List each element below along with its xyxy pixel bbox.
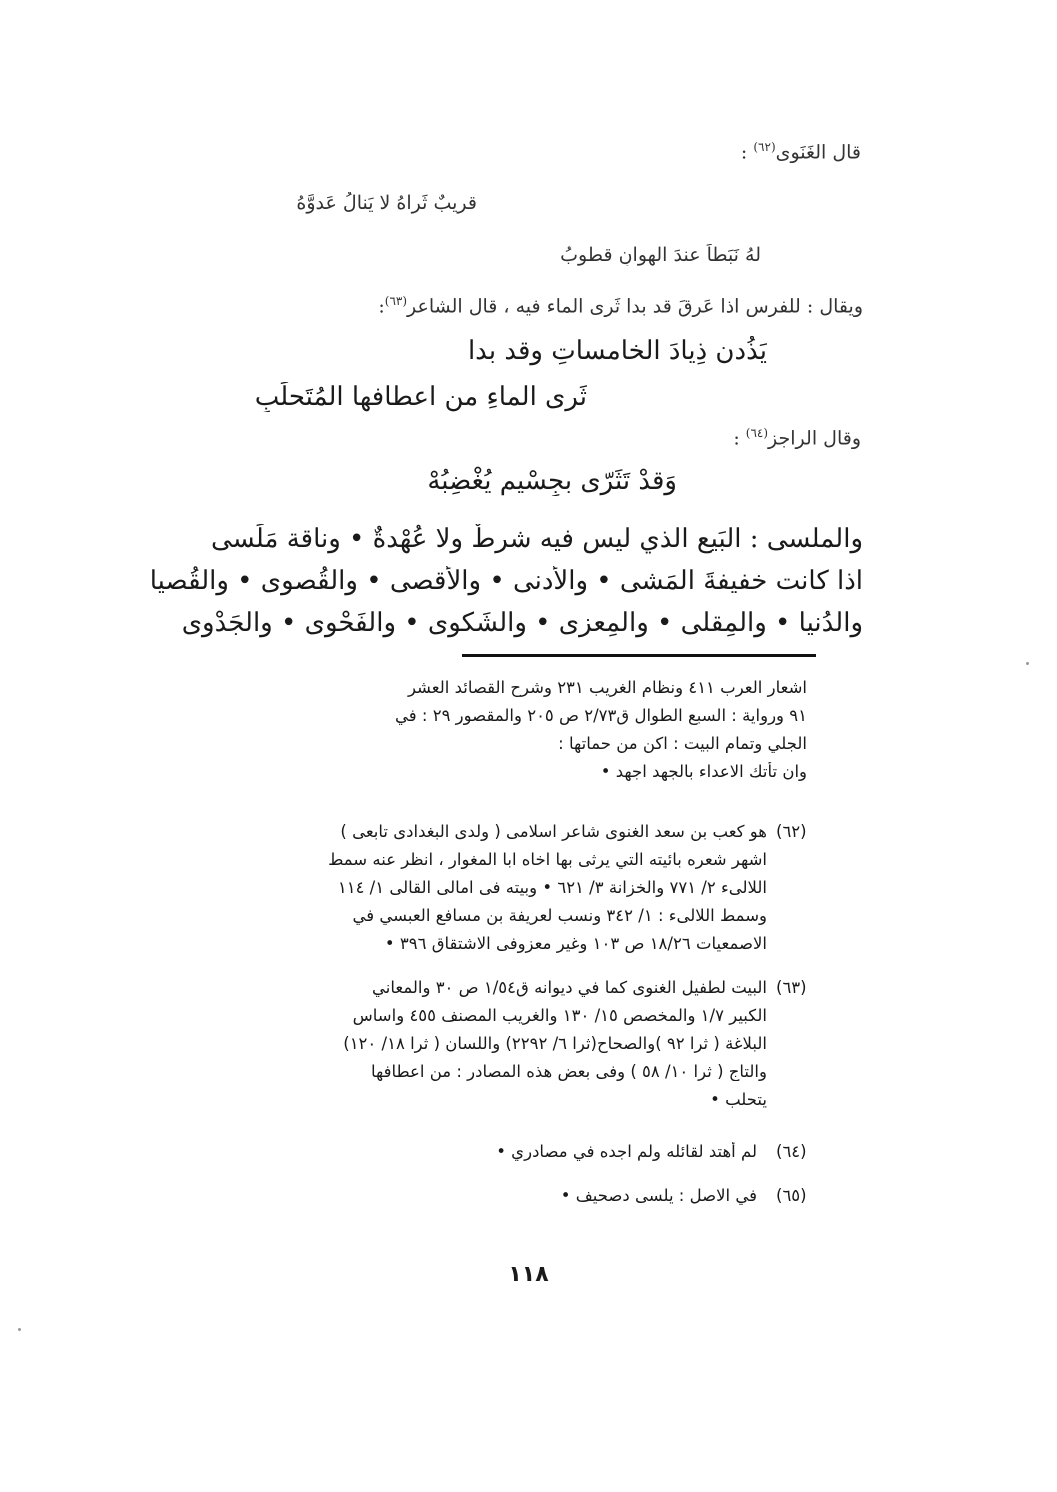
footnote-text: وسمط اللالىء : ١/ ٣٤٢ ونسب لعريفة بن مسافع العبسي في	[352, 906, 767, 925]
footnote-62-line	[157, 906, 767, 925]
footnote-separator	[462, 654, 816, 657]
footnote-text: لم أهتد لقائله ولم اجده في مصادري •	[496, 1142, 757, 1161]
colon: :	[378, 295, 385, 318]
footnote-text: البلاغة ( ثرا ٩٢ )والصحاح(ثرا ٦/ ٢٢٩٢) واللسان ( ثرا ١٨/ ١٢٠)	[343, 1034, 767, 1053]
footnote-ref: (٦٤)	[745, 426, 769, 440]
footnote-ref: (٦٣)	[384, 294, 408, 308]
page-number: ١١٨	[508, 1262, 549, 1287]
footnote-text: يتحلب •	[710, 1090, 767, 1109]
footnote-64-line	[297, 1142, 757, 1161]
footnote-63-line	[157, 978, 767, 997]
footnote-continued-line	[207, 678, 807, 697]
footnote-text: والتاج ( ثرا ١٠/ ٥٨ ) وفى بعض هذه المصادر : من اعطافها	[370, 1062, 767, 1081]
verse-line-5	[257, 466, 677, 496]
paragraph-text: والدُنيا • والمِقلى • والمِعزى • والشَكوى • والفَحْوى • والجَدْوى	[181, 608, 863, 638]
verse-text: وَقدْ تَثَرّى بجِسْيمٍ يُغْضِبُهْ	[427, 466, 677, 496]
colon: :	[733, 427, 740, 450]
footnote-63-line	[157, 1034, 767, 1053]
scan-speck	[1026, 662, 1029, 665]
footnote-63-line	[157, 1006, 767, 1025]
intro-text: وقال الراجز	[768, 427, 861, 450]
verse-line-3	[147, 336, 767, 366]
footnote-63-line	[157, 1062, 767, 1081]
footnote-continued-line	[207, 734, 807, 753]
verse-text: قريبٌ ثَراهُ لا يَنالُ عَدوَّهُ	[296, 192, 477, 214]
footnote-number-62: (٦٢)	[776, 822, 807, 841]
footnote-62-line	[157, 878, 767, 897]
rajiz-intro-line	[461, 426, 861, 449]
footnote-text: وان تأتك الاعداء بالجهد اجهد •	[600, 762, 807, 781]
footnote-text: اشهر شعره بائيته التي يرثى بها اخاه ابا المغوار ، انظر عنه سمط	[328, 850, 767, 869]
footnote-62-line	[157, 850, 767, 869]
footnote-text: هو كعب بن سعد الغنوى شاعر اسلامى ( ولدى البغدادى تابعى )	[340, 822, 767, 841]
scan-speck	[18, 1328, 21, 1331]
footnote-text: البيت لطفيل الغنوى كما في ديوانه ق١/٥٤ ص ٣٠ والمعاني	[371, 978, 767, 997]
footnote-text: ٩١ ورواية : السبع الطوال ق٢/٧٣ ص ٢٠٥ والمقصور ٢٩ : في	[395, 706, 807, 725]
intro-text: قال الغَنَوى	[775, 141, 861, 164]
verse-text: ثَرى الماءِ من اعطافها المُتَحلِّبِ	[254, 382, 587, 412]
footnote-number-64: (٦٤)	[776, 1142, 807, 1161]
paragraph-line-1	[103, 524, 863, 554]
verse-text: لهُ نَبَطاً عندَ الهوانِ قطوبُ	[560, 244, 761, 266]
footnote-ref: (٦٢)	[753, 140, 776, 154]
footnote-number-65: (٦٥)	[776, 1186, 807, 1205]
explanation-text: ويقال : للفرس اذا عَرِقَ قد بدا ثَرى الماء فيه ، قال الشاعر	[407, 295, 863, 318]
footnote-number-63: (٦٣)	[776, 978, 807, 997]
paragraph-text: والملسى : البَيع الذي ليس فيه شرطٌ ولا عُهْدةٌ • وناقة مَلَسى	[211, 524, 863, 554]
verse-line-2	[201, 244, 761, 266]
paragraph-text: اذا كانت خفيفةَ المَشى • والأَدنى • والأقصى • والقُصوى • والقُصيا	[149, 566, 863, 596]
footnote-text: اللالىء ٢/ ٧٧١ والخزانة ٣/ ٦٢١ • وبيته فى امالى القالى ١/ ١١٤	[337, 878, 767, 897]
footnote-continued-line	[207, 706, 807, 725]
verse-line-4	[187, 382, 587, 412]
footnote-text: في الاصل : يلسى دصحيف •	[560, 1186, 757, 1205]
footnote-65-line	[297, 1186, 757, 1205]
explanation-line	[143, 294, 863, 317]
paragraph-line-2	[103, 566, 863, 596]
footnote-62-line	[157, 934, 767, 953]
poet-intro-line-1	[261, 140, 861, 163]
footnote-62-line	[157, 822, 767, 841]
verse-text: يَذُدن ذِيادَ الخامساتِ وقد بدا	[467, 336, 767, 366]
paragraph-line-3	[103, 608, 863, 638]
colon: :	[740, 141, 748, 164]
footnote-text: الجلي وتمام البيت : اكن من حماتها :	[558, 734, 807, 753]
footnote-continued-line	[207, 762, 807, 781]
verse-line-1	[97, 192, 477, 214]
footnote-text: الاصمعيات ١٨/٢٦ ص ١٠٣ وغير معزوفى الاشتقاق ٣٩٦ •	[384, 934, 767, 953]
footnote-text: اشعار العرب ٤١١ ونظام الغريب ٢٣١ وشرح القصائد العشر	[407, 678, 807, 697]
footnote-text: الكبير ١/٧ والمخصص ١٥/ ١٣٠ والغريب المصنف ٤٥٥ واساس	[352, 1006, 767, 1025]
footnote-63-line	[157, 1090, 767, 1109]
